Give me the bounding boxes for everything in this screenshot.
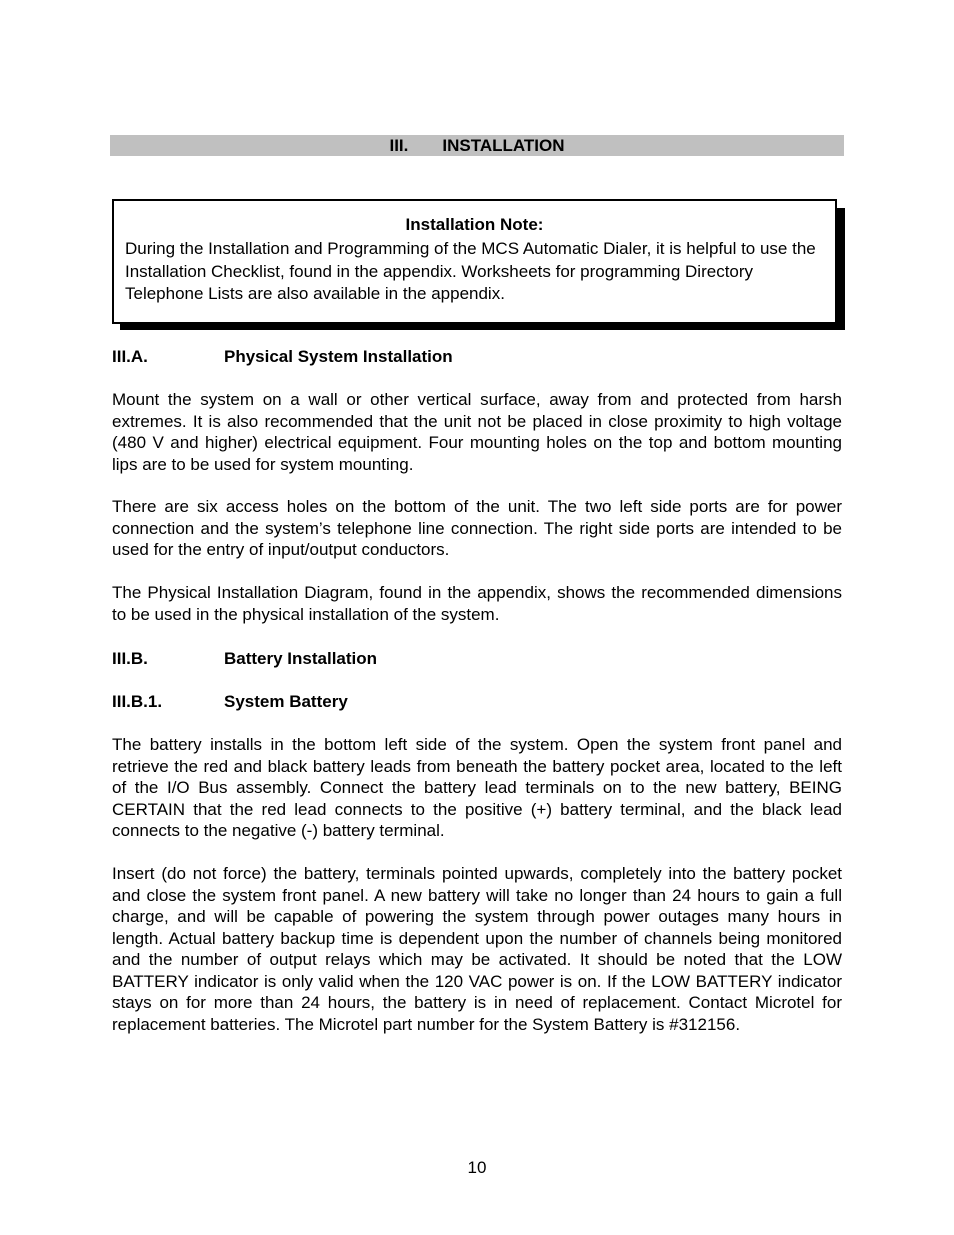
heading-physical-system-installation (112, 347, 453, 367)
section-number: III. (389, 136, 409, 155)
heading-title: Battery Installation (224, 649, 378, 668)
paragraph-battery-leads: The battery installs in the bottom left side of the system. Open the system front panel and retrieve the red and black battery leads from beneath the battery pocket area, located to the left of the I/O Bus assembly. Connect the battery lead terminals on to the new battery, BEING CERTAIN that the red lead connects to the positive (+) battery terminal, and the black lead connects to the negative (-) battery terminal. (112, 735, 842, 840)
section-header-bar (110, 135, 844, 156)
installation-note-box (112, 199, 837, 324)
heading-title: System Battery (224, 692, 348, 711)
heading-system-battery (112, 692, 348, 712)
paragraph-mounting: Mount the system on a wall or other vertical surface, away from and protected from harsh extremes. It is also recommended that the unit not be placed in close proximity to high voltage (480 V and higher) electrical equipment. Four mounting holes on the top and bottom mounting lips are to be used for system mounting. (112, 390, 842, 474)
paragraph-installation-diagram: The Physical Installation Diagram, found in the appendix, shows the recommended dimensions to be used in the physical installation of the system. (112, 583, 842, 624)
heading-number: III.B.1. (112, 692, 163, 711)
note-body: During the Installation and Programming of the MCS Automatic Dialer, it is helpful to use the Installation Checklist, found in the appendix. Worksheets for programming Directory Telephone Lists are also available in the appendix. (125, 239, 816, 303)
heading-number: III.A. (112, 347, 148, 366)
page-number: 10 (467, 1158, 487, 1177)
heading-battery-installation (112, 649, 377, 669)
paragraph-battery-insert: Insert (do not force) the battery, terminals pointed upwards, completely into the battery pocket and close the system front panel. A new battery will take no longer than 24 hours to gain a full charge, and will be capable of powering the system through power outages many hours in length. Actual battery backup time is dependent upon the number of channels being monitored and the number of output relays which may be activated. It should be noted that the LOW BATTERY indicator is only valid when the 120 VAC power is on. If the LOW BATTERY indicator stays on for more than 24 hours, the battery is in need of replacement. Contact Microtel for replacement batteries. The Microtel part number for the System Battery is #312156. (112, 864, 842, 1034)
section-title: INSTALLATION (442, 136, 565, 155)
heading-number: III.B. (112, 649, 148, 668)
heading-title: Physical System Installation (224, 347, 453, 366)
note-title: Installation Note: (405, 215, 544, 234)
paragraph-access-holes: There are six access holes on the bottom of the unit. The two left side ports are for power connection and the system’s telephone line connection. The right side ports are intended to be used for the entry of input/output conductors. (112, 497, 842, 559)
